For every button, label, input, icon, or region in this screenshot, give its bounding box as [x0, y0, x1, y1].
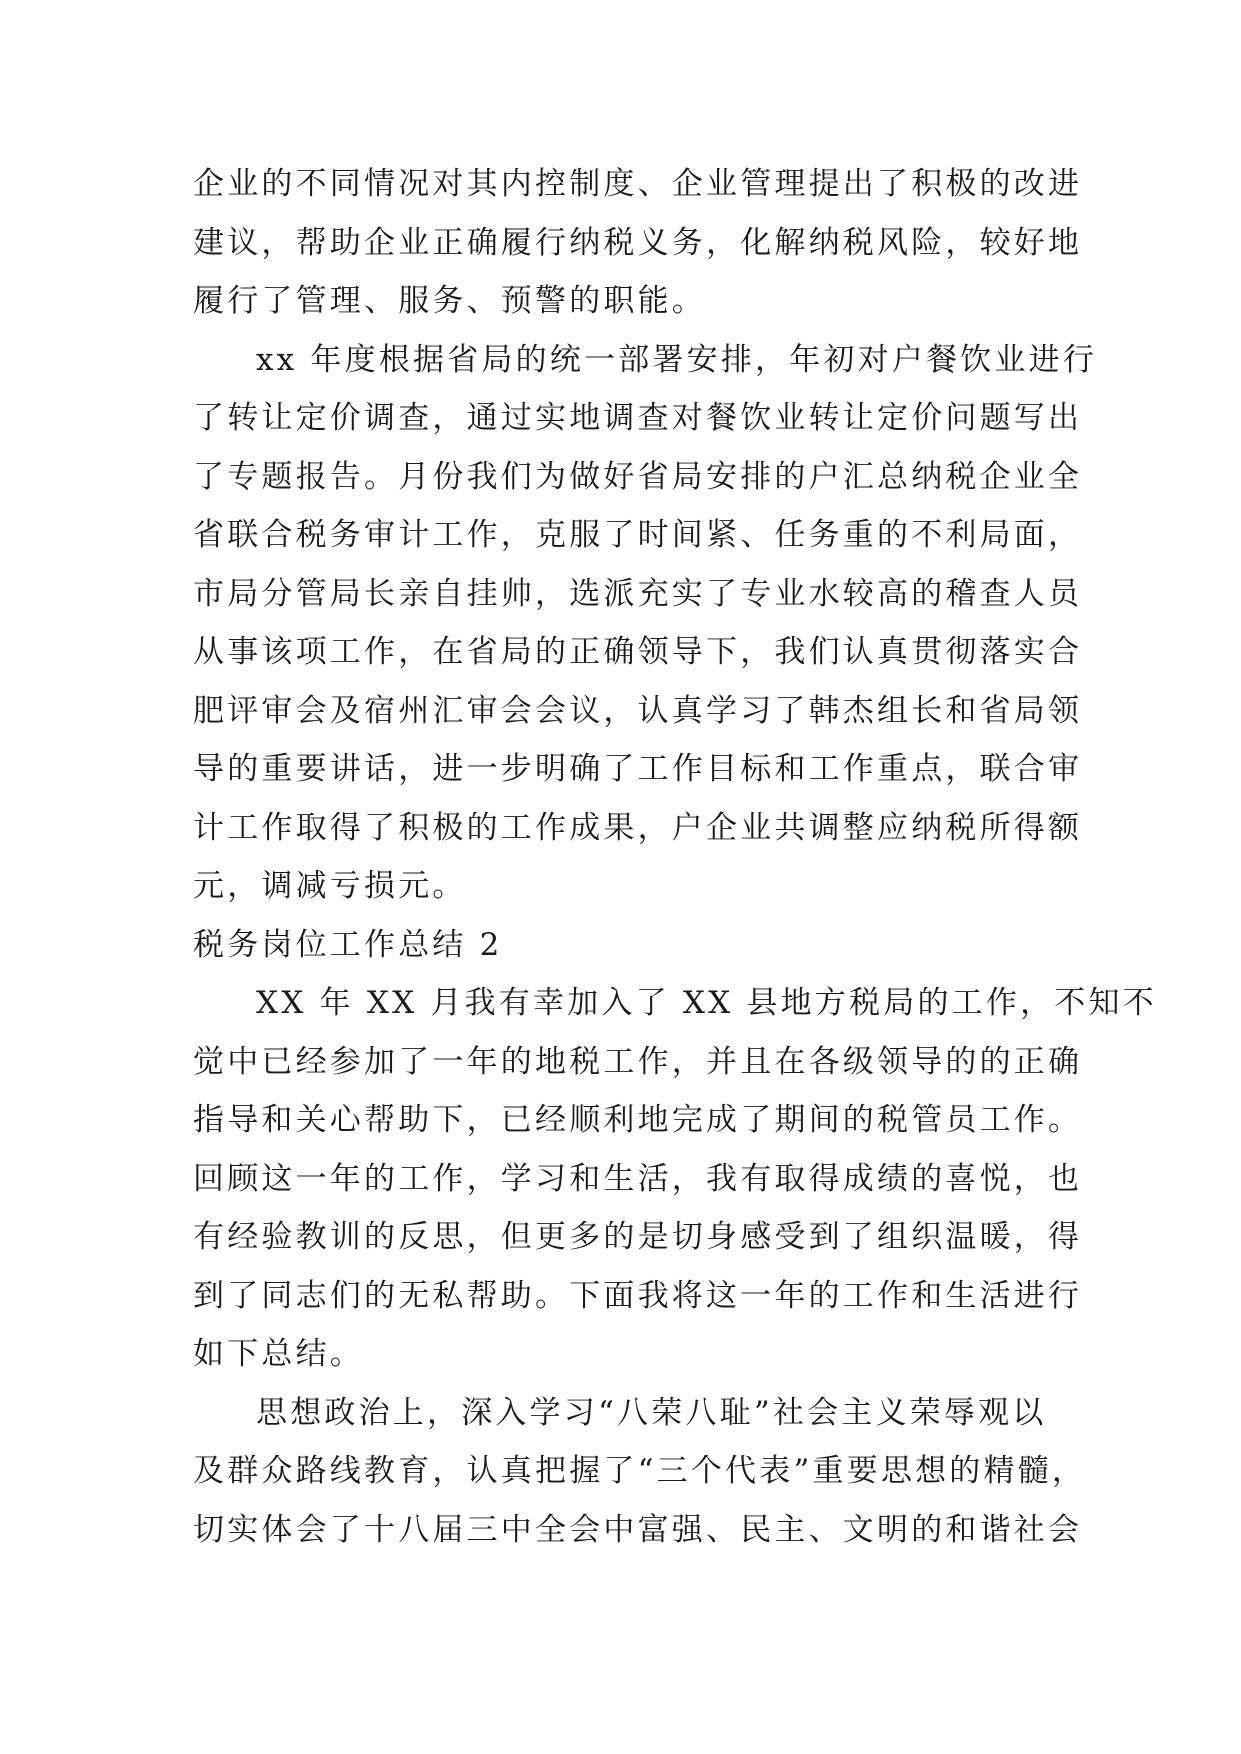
text-line: 市局分管局长亲自挂帅，选派充实了专业水较高的稽查人员: [193, 575, 1083, 612]
text-line: 元，调减亏损元。: [193, 868, 467, 904]
paragraph-first-line: XX 年 XX 月我有幸加入了 XX 县地方税局的工作，不知不: [256, 985, 1157, 1021]
text-line: 导的重要讲话，进一步明确了工作目标和工作重点，联合审: [193, 751, 1083, 787]
text-line: 及群众路线教育，认真把握了“三个代表”重要思想的精髓，: [193, 1453, 1087, 1489]
text-line: 觉中已经参加了一年的地税工作，并且在各级领导的的正确: [193, 1043, 1083, 1080]
text-line: 了专题报告。月份我们为做好省局安排的户汇总纳税企业全: [193, 458, 1083, 495]
text-line: 到了同志们的无私帮助。下面我将这一年的工作和生活进行: [193, 1277, 1083, 1314]
text-line: 履行了管理、服务、预警的职能。: [193, 283, 706, 319]
section-heading: 税务岗位工作总结 2: [193, 926, 503, 963]
text-line: 肥评审会及宿州汇审会会议，认真学习了韩杰组长和省局领: [193, 692, 1083, 729]
text-line: 了转让定价调查，通过实地调查对餐饮业转让定价问题写出: [193, 400, 1083, 436]
text-line: 回顾这一年的工作，学习和生活，我有取得成绩的喜悦，也: [193, 1160, 1083, 1197]
text-line: 切实体会了十八届三中全会中富强、民主、文明的和谐社会: [193, 1511, 1083, 1548]
text-line: 企业的不同情况对其内控制度、企业管理提出了积极的改进: [193, 166, 1083, 202]
text-line: 有经验教训的反思，但更多的是切身感受到了组织温暖，得: [193, 1219, 1083, 1255]
document-body: [193, 155, 1157, 1559]
paragraph-first-line: xx 年度根据省局的统一部署安排，年初对户餐饮业进行: [256, 341, 1098, 378]
text-line: 指导和关心帮助下，已经顺利地完成了期间的税管员工作。: [193, 1102, 1083, 1138]
text-line: 从事该项工作，在省局的正确领导下，我们认真贯彻落实合: [193, 634, 1083, 670]
text-line: 省联合税务审计工作，克服了时间紧、任务重的不利局面，: [193, 517, 1083, 553]
paragraph-first-line: 思想政治上，深入学习“八荣八耻”社会主义荣辱观以: [256, 1394, 1047, 1431]
text-line: 计工作取得了积极的工作成果，户企业共调整应纳税所得额: [193, 809, 1083, 846]
text-line: 如下总结。: [193, 1336, 364, 1372]
text-line: 建议，帮助企业正确履行纳税义务，化解纳税风险，较好地: [193, 224, 1083, 261]
